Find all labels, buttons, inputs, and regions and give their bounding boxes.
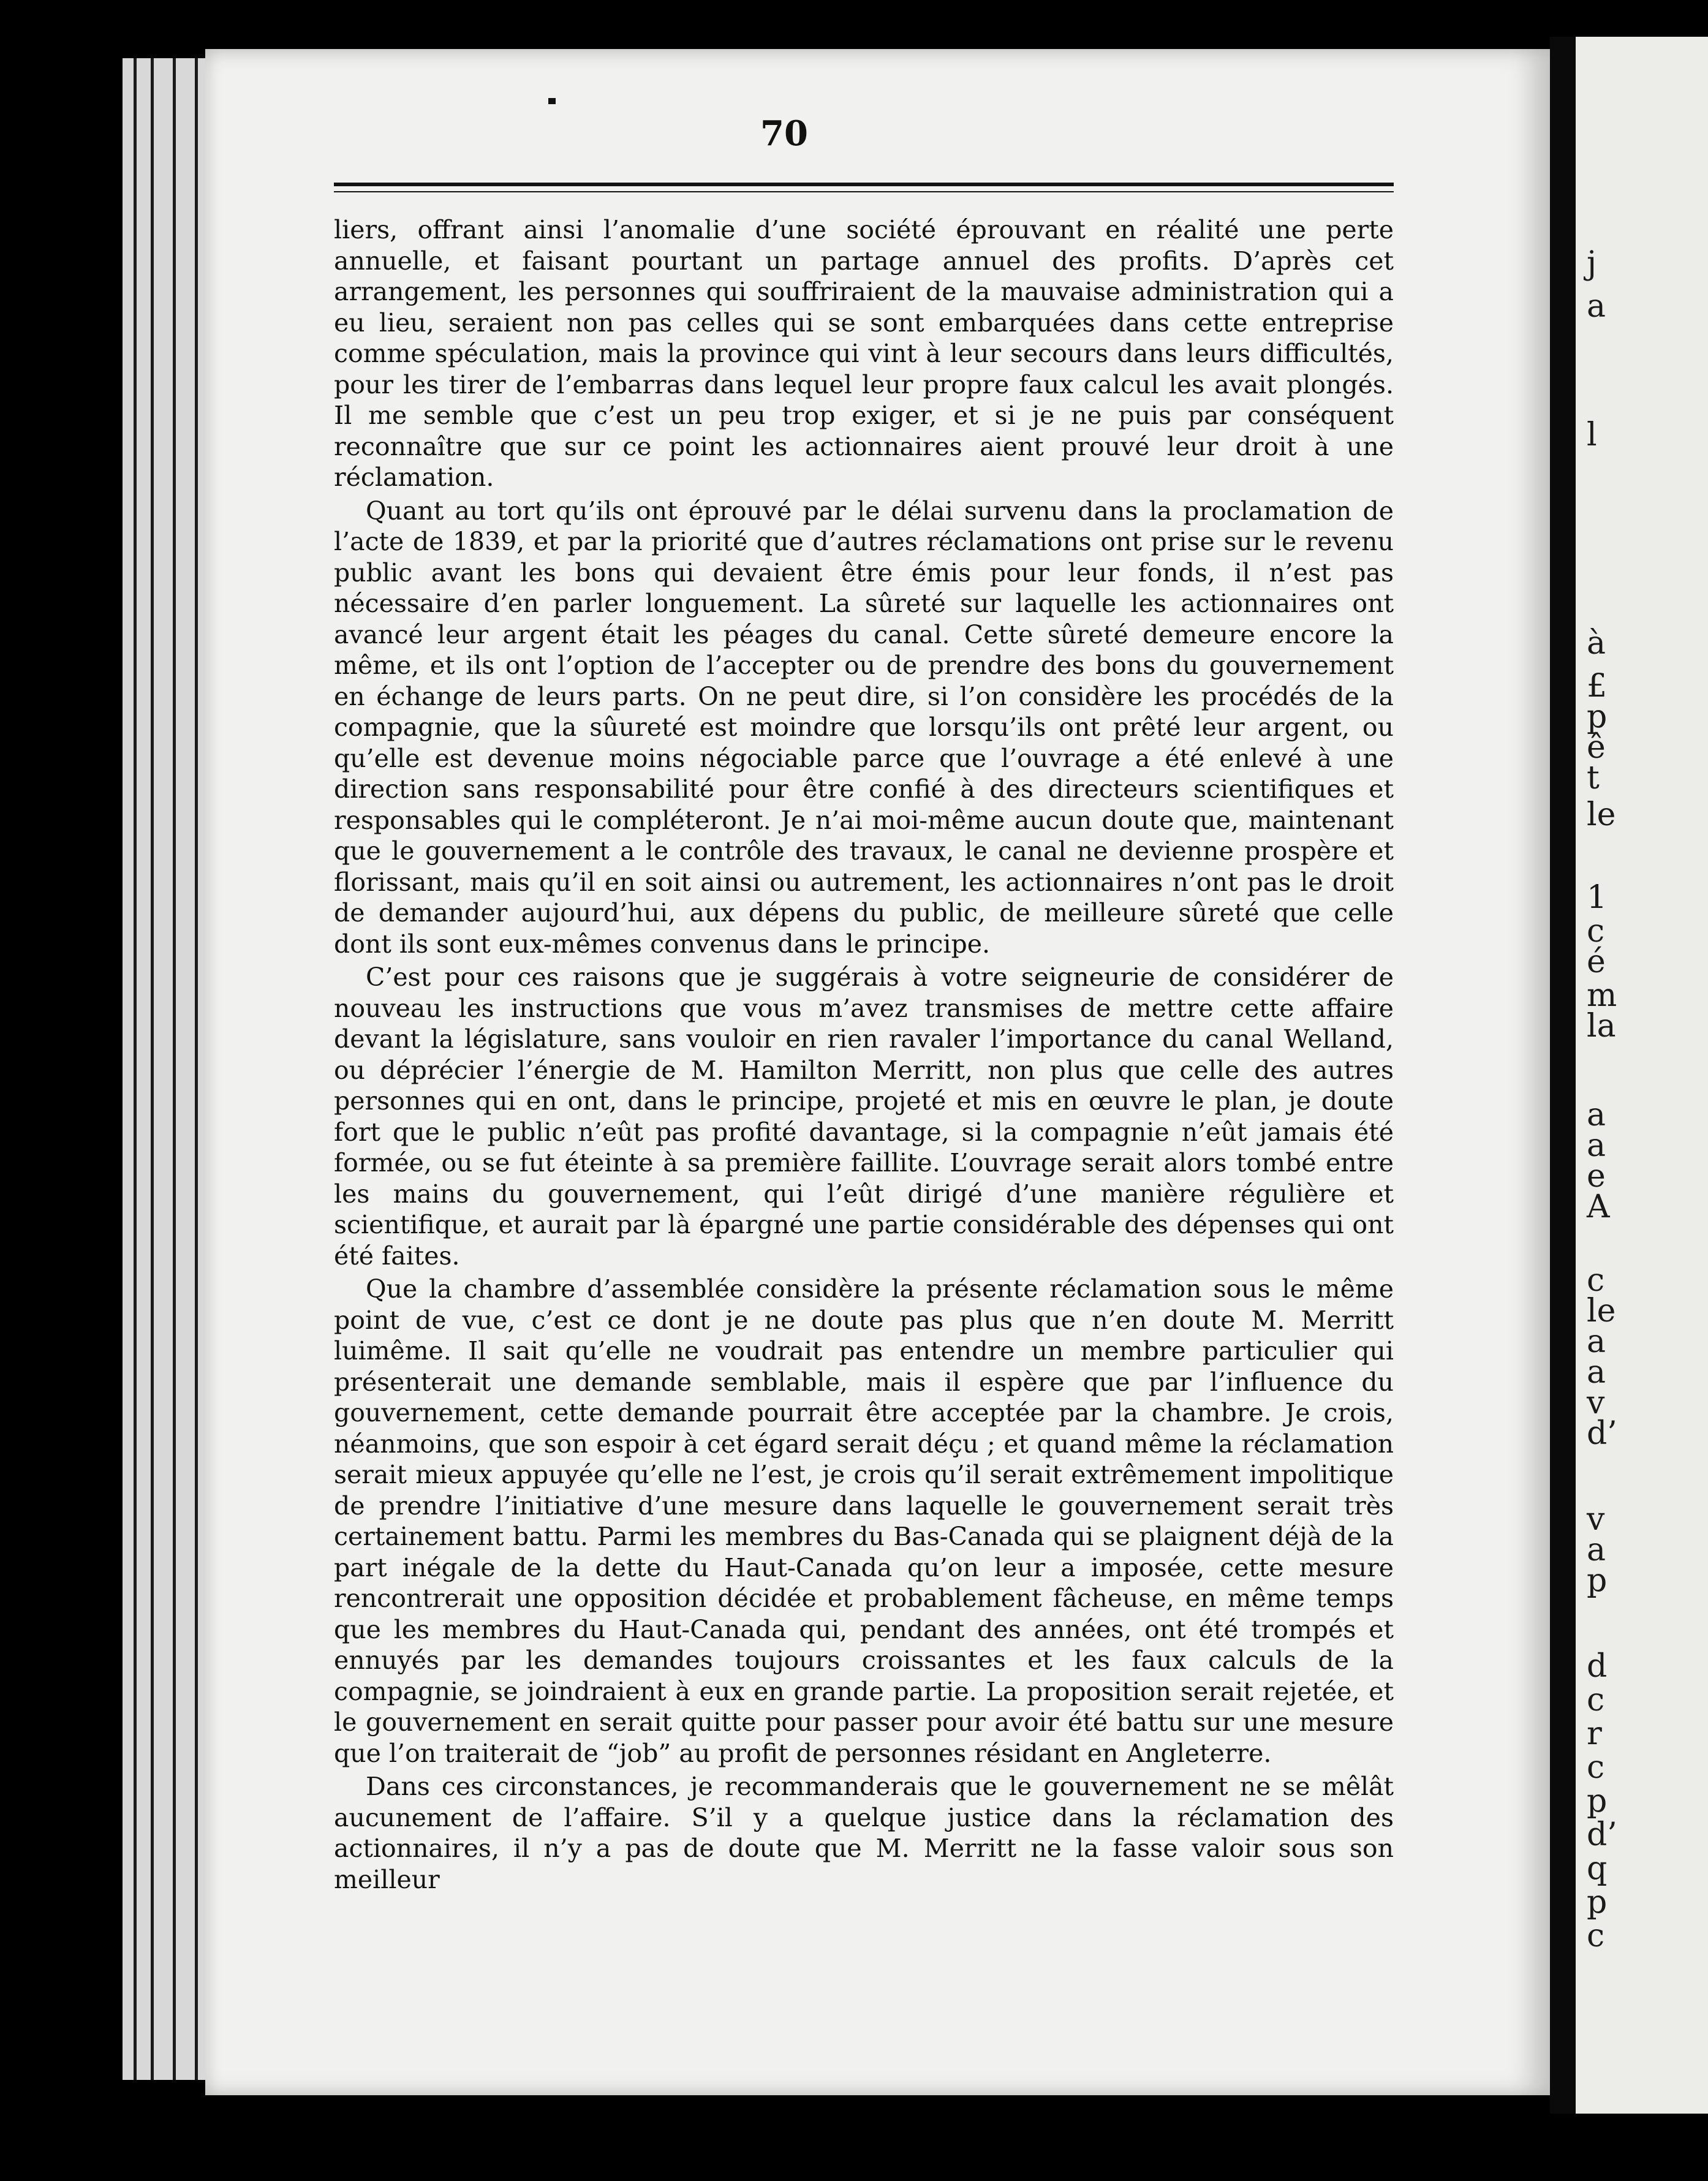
- adjacent-page-fragment: a: [1587, 1127, 1606, 1164]
- adjacent-page-fragment: a: [1587, 1323, 1606, 1360]
- adjacent-page-fragment: c: [1587, 913, 1605, 950]
- adjacent-page-fragment: p: [1587, 698, 1608, 735]
- paragraph-2: Quant au tort qu’ils ont éprouvé par le délai survenu dans la proclamation de l’acte de 1839, et par la priorité que d’autres réclamations ont prise sur le revenu public avant les bons qui devaient être émis pour leur fonds, il n’est pas nécessaire d’en parler longuement. La sûreté sur laquelle les actionnaires ont avancé leur argent était les péages du canal. Cette sûreté demeure encore la même, et ils ont l’option de l’accepter ou de prendre des bons du gouvernement en échange de leurs parts. On ne peut dire, si l’on considère les procédés de la compagnie, que la sûureté est moindre que lorsqu’ils ont prêté leur argent, ou qu’elle est devenue moins négociable parce que l’ouvrage a été enlevé à une direction sans responsabilité pour être confié à des directeurs scientifiques et responsables qui le compléteront. Je n’ai moi-même aucun doute que, maintenant que le gouvernement a le contrôle des travaux, le canal ne devienne prospère et florissant, mais qu’il en soit ainsi ou autrement, les actionnaires n’ont pas le droit de demander aujourd’hui, aux dépens du public, de meilleure sûreté que celle dont ils sont eux-mêmes convenus dans le principe.: [334, 496, 1394, 959]
- adjacent-page-fragment: a: [1587, 288, 1606, 325]
- adjacent-page-fragment: le: [1587, 796, 1616, 833]
- adjacent-page-fragment: la: [1587, 1008, 1616, 1045]
- header-rule-thick: [334, 183, 1394, 186]
- adjacent-page-fragment: A: [1587, 1189, 1610, 1225]
- stacked-page-edges: [123, 58, 212, 2080]
- adjacent-page-fragment: é: [1587, 943, 1606, 980]
- paragraph-5: Dans ces circonstances, je recommanderais que le gouvernement ne se mêlât aucunement de l’affaire. S’il y a quelque justice dans la réclamation des actionnaires, il n’y a pas de doute que M. Merritt ne la fasse valoir sous son meilleur: [334, 1772, 1394, 1894]
- adjacent-page-fragment: d: [1587, 1648, 1608, 1685]
- adjacent-page-fragment: c: [1587, 1262, 1605, 1299]
- adjacent-page-fragment: le: [1587, 1293, 1616, 1329]
- paragraph-4: Que la chambre d’assemblée considère la présente réclamation sous le même point de vue, c’est ce dont je ne doute pas plus que n’en doute M. Merritt luimême. Il sait qu’elle ne voudrait pas entendre un membre particulier qui présenterait une demande semblable, mais il espère que par l’influence du gouvernement, cette demande pourrait être acceptée par la chambre. Je crois, néanmoins, que son espoir à cet égard serait déçu ; et quand même la réclamation serait mieux appuyée qu’elle ne l’est, je crois qu’il serait extrêmement impolitique de prendre l’initiative d’une mesure dans laquelle le gouvernement serait très certainement battu. Parmi les membres du Bas-Canada qui se plaignent déjà de la part inégale de la dette du Haut-Canada qu’on leur a imposée, cette mesure rencontrerait une opposition décidée et probablement fâcheuse, en même temps que les membres du Haut-Canada qui, pendant des années, ont été trompés et ennuyés par les demandes toujours croissantes et les faux calculs de la compagnie, se joindraient à eux en grande partie. La proposition serait rejetée, et le gouvernement en serait quitte pour passer pour avoir été battu sur une mesure que l’on traiterait de “job” au profit de personnes résidant en Angleterre.: [334, 1274, 1394, 1768]
- adjacent-page-fragment: a: [1587, 1354, 1606, 1391]
- adjacent-page-fragment: r: [1587, 1715, 1602, 1752]
- book-gutter: [1550, 37, 1576, 2114]
- body-text: [334, 214, 1394, 1897]
- adjacent-page-fragment: 1: [1587, 879, 1608, 916]
- adjacent-page-fragment: d’: [1587, 1816, 1617, 1853]
- paragraph-1: liers, offrant ainsi l’anomalie d’une société éprouvant en réalité une perte annuelle, et faisant pourtant un partage annuel des profits. D’après cet arrangement, les personnes qui souffriraient de la mauvaise administration qui a eu lieu, seraient non pas celles qui se sont embarquées dans cette entreprise comme spéculation, mais la province qui vint à leur secours dans leurs difficultés, pour les tirer de l’embarras dans lequel leur propre faux calcul les avait plongés. Il me semble que c’est un peu trop exiger, et si je ne puis par conséquent reconnaître que sur ce point les actionnaires aient prouvé leur droit à une réclamation.: [334, 215, 1394, 492]
- adjacent-page-fragment: p: [1587, 1884, 1608, 1921]
- adjacent-page-fragment: q: [1587, 1850, 1608, 1887]
- adjacent-page-fragment: t: [1587, 760, 1600, 796]
- adjacent-page-fragment: v: [1587, 1385, 1605, 1421]
- adjacent-page-fragment: e: [1587, 1158, 1606, 1195]
- adjacent-page-fragment: £: [1587, 668, 1608, 705]
- adjacent-page-fragment: a: [1587, 1532, 1606, 1568]
- adjacent-page-fragment: d’: [1587, 1415, 1617, 1452]
- adjacent-page-fragment: a: [1587, 1097, 1606, 1133]
- paragraph-3: C’est pour ces raisons que je suggérais à votre seigneurie de considérer de nouveau les instructions que vous m’avez transmises de mettre cette affaire devant la législature, sans vouloir en rien ravaler l’importance du canal Welland, ou déprécier l’énergie de M. Hamilton Merritt, non plus que celle des autres personnes qui en ont, dans le principe, projeté et mis en œuvre le plan, je doute fort que le public n’eût pas profité davantage, si la compagnie n’eût jamais été formée, ou se fut éteinte à sa première faillite. L’ouvrage serait alors tombé entre les mains du gouvernement, qui l’eût dirigé d’une manière régulière et scientifique, et aurait par là épargné une partie considérable des dépenses qui ont été faites.: [334, 962, 1394, 1271]
- page-number: 70: [760, 113, 808, 154]
- adjacent-page-fragment: c: [1587, 1682, 1605, 1718]
- adjacent-page-fragment: m: [1587, 977, 1617, 1014]
- ink-mark: [548, 98, 556, 104]
- adjacent-page-fragment: ê: [1587, 729, 1606, 766]
- header-rule-thin: [334, 191, 1394, 192]
- adjacent-page-fragment: v: [1587, 1501, 1605, 1538]
- adjacent-page-fragment: l: [1587, 417, 1597, 453]
- adjacent-page-fragment: c: [1587, 1918, 1605, 1954]
- adjacent-page-fragment: c: [1587, 1749, 1605, 1786]
- adjacent-page-fragment: p: [1587, 1783, 1608, 1820]
- adjacent-page-edge: [1576, 37, 1708, 2114]
- adjacent-page-fragment: p: [1587, 1562, 1608, 1599]
- adjacent-page-fragment: j: [1587, 245, 1597, 282]
- adjacent-page-fragment: à: [1587, 625, 1606, 662]
